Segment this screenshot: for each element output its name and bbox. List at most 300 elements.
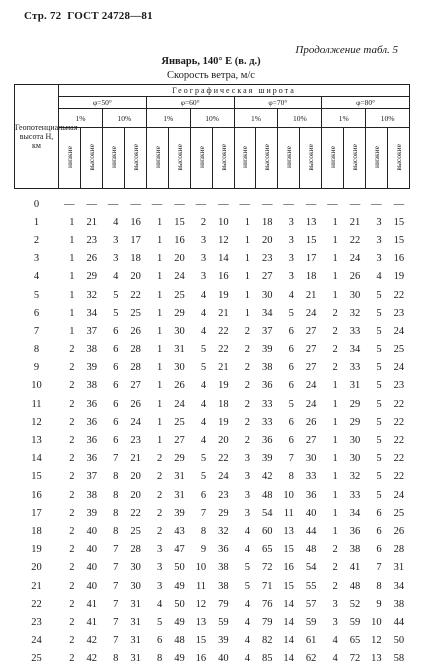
value-high-cell: 44 <box>393 616 405 628</box>
value-low-cell: 2 <box>200 216 207 228</box>
value-low-cell: 6 <box>113 344 119 356</box>
value-high-cell: 31 <box>174 344 185 356</box>
value-low-cell: 4 <box>200 325 207 337</box>
value-high-cell: 34 <box>349 507 361 519</box>
value-low-cell: — <box>239 198 250 210</box>
latitude-header: φ=50° <box>59 97 147 109</box>
value-high-cell: 36 <box>86 416 97 428</box>
value-low-cell: 2 <box>69 635 75 647</box>
value-high-cell: — <box>174 198 185 210</box>
orient-high-header <box>168 128 190 189</box>
orient-low-header <box>102 128 124 189</box>
value-low-cell: 14 <box>283 598 294 610</box>
value-high-cell: 31 <box>130 598 141 610</box>
latitude-header: φ=70° <box>234 97 322 109</box>
value-high-cell: 29 <box>174 453 185 465</box>
table-row <box>15 359 410 377</box>
value-high-cell: 24 <box>305 307 317 319</box>
table-continuation-note: Продолжение табл. 5 <box>295 44 398 56</box>
value-high-cell: 20 <box>130 489 141 501</box>
value-low-cell: 3 <box>200 234 207 246</box>
value-high-cell: 50 <box>393 635 405 647</box>
value-high-cell: 34 <box>86 307 97 319</box>
value-high-cell: — <box>86 198 97 210</box>
value-high-cell: 32 <box>349 471 361 483</box>
value-low-cell: 5 <box>376 307 382 319</box>
height-cell: 21 <box>31 580 42 592</box>
value-low-cell: 2 <box>156 507 163 519</box>
value-low-cell: 6 <box>376 525 382 537</box>
value-low-cell: 13 <box>283 525 294 537</box>
value-high-cell: 24 <box>393 489 405 501</box>
value-low-cell: 4 <box>200 289 207 301</box>
value-low-cell: 2 <box>244 416 250 428</box>
value-low-cell: 3 <box>244 507 250 519</box>
table-row <box>15 632 410 650</box>
value-high-cell: 33 <box>261 416 273 428</box>
page-number: Стр. 72 <box>24 10 62 22</box>
value-high-cell: — <box>305 198 317 210</box>
value-low-cell: 1 <box>332 489 338 501</box>
value-high-cell: 36 <box>261 435 273 447</box>
table-row <box>15 213 410 231</box>
height-cell: 4 <box>33 271 40 283</box>
value-high-cell: 20 <box>130 271 141 283</box>
value-high-cell: 25 <box>393 507 405 519</box>
value-low-cell: 2 <box>69 362 75 374</box>
value-low-cell: 16 <box>283 562 294 574</box>
value-high-cell: 25 <box>130 307 141 319</box>
value-low-cell: — <box>283 198 294 210</box>
value-low-cell: — <box>151 198 163 210</box>
value-high-cell: 31 <box>130 653 141 665</box>
value-low-cell: 2 <box>332 307 338 319</box>
value-low-cell: 13 <box>371 653 382 665</box>
value-high-cell: 30 <box>349 435 361 447</box>
value-high-cell: 26 <box>349 271 361 283</box>
height-cell: 11 <box>31 398 42 410</box>
value-high-cell: 32 <box>218 525 229 537</box>
value-high-cell: 29 <box>86 271 97 283</box>
value-low-cell: 4 <box>200 380 207 392</box>
value-low-cell: 14 <box>283 653 294 665</box>
value-low-cell: 2 <box>69 435 75 447</box>
value-low-cell: 2 <box>69 416 75 428</box>
value-low-cell: 6 <box>113 416 119 428</box>
value-low-cell: 3 <box>288 216 294 228</box>
value-high-cell: 65 <box>349 635 361 647</box>
value-high-cell: 30 <box>349 289 361 301</box>
value-high-cell: 15 <box>174 216 185 228</box>
value-high-cell: 30 <box>305 453 317 465</box>
value-high-cell: 23 <box>393 380 405 392</box>
table-row <box>15 559 410 577</box>
height-cell: 17 <box>31 507 42 519</box>
height-cell: 22 <box>31 598 42 610</box>
value-high-cell: 39 <box>86 507 97 519</box>
value-high-cell: 44 <box>305 525 317 537</box>
value-high-cell: 31 <box>174 471 185 483</box>
value-high-cell: 22 <box>393 471 405 483</box>
orient-low-header <box>59 128 81 189</box>
value-high-cell: 24 <box>130 416 141 428</box>
value-high-cell: 38 <box>261 362 273 374</box>
value-high-cell: 40 <box>305 507 317 519</box>
height-column-header: Геопотенциальная высота H, км <box>15 85 59 189</box>
value-low-cell: 4 <box>376 271 382 283</box>
value-high-cell: 33 <box>261 398 273 410</box>
value-low-cell: 3 <box>376 234 382 246</box>
value-high-cell: 36 <box>261 380 273 392</box>
value-low-cell: 7 <box>376 562 382 574</box>
orient-high-header <box>124 128 146 189</box>
value-low-cell: 5 <box>288 307 294 319</box>
value-high-cell: 23 <box>393 307 405 319</box>
value-high-cell: 36 <box>86 398 97 410</box>
value-low-cell: 3 <box>200 271 207 283</box>
value-high-cell: 38 <box>86 344 97 356</box>
value-high-cell: 20 <box>261 234 273 246</box>
value-high-cell: 27 <box>305 325 317 337</box>
value-low-cell: 8 <box>113 525 119 537</box>
value-high-cell: 21 <box>86 216 97 228</box>
table-row <box>15 377 410 395</box>
value-high-cell: 38 <box>393 598 405 610</box>
percent-header: 1% <box>322 109 366 128</box>
value-high-cell: 29 <box>349 416 361 428</box>
value-high-cell: 60 <box>261 525 273 537</box>
value-high-cell: 28 <box>130 362 141 374</box>
value-high-cell: 33 <box>349 325 361 337</box>
value-low-cell: 12 <box>195 598 207 610</box>
value-low-cell: 8 <box>200 525 207 537</box>
value-high-cell: 19 <box>218 289 229 301</box>
orient-high-header <box>256 128 278 189</box>
value-high-cell: 36 <box>86 435 97 447</box>
table-row <box>15 650 410 668</box>
value-low-cell: 3 <box>113 253 119 265</box>
percent-header: 10% <box>278 109 322 128</box>
table-row <box>15 195 410 213</box>
value-low-cell: 2 <box>156 453 163 465</box>
value-high-cell: 79 <box>261 616 273 628</box>
value-low-cell: 6 <box>288 362 294 374</box>
value-low-cell: 1 <box>156 253 163 265</box>
value-high-cell: 39 <box>218 635 229 647</box>
value-low-cell: 6 <box>113 325 119 337</box>
table-row <box>15 250 410 268</box>
value-high-cell: 33 <box>349 489 361 501</box>
value-low-cell: 14 <box>283 616 294 628</box>
value-high-cell: 25 <box>174 289 185 301</box>
value-low-cell: 2 <box>69 344 75 356</box>
value-low-cell: 5 <box>113 307 119 319</box>
orient-low-header <box>322 128 344 189</box>
value-high-cell: 41 <box>86 616 97 628</box>
orient-label: высокие <box>306 143 316 171</box>
value-low-cell: 2 <box>69 616 75 628</box>
value-low-cell: 5 <box>376 398 382 410</box>
orient-low-header <box>190 128 212 189</box>
value-high-cell: 27 <box>174 435 185 447</box>
value-high-cell: 36 <box>218 544 229 556</box>
value-high-cell: 34 <box>261 307 273 319</box>
value-low-cell: 2 <box>332 362 338 374</box>
value-low-cell: 1 <box>332 253 338 265</box>
height-cell: 19 <box>31 544 42 556</box>
value-high-cell: 65 <box>261 544 273 556</box>
value-low-cell: 2 <box>244 435 250 447</box>
orient-high-header <box>388 128 410 189</box>
value-high-cell: 27 <box>305 344 317 356</box>
value-high-cell: 24 <box>305 398 317 410</box>
value-low-cell: 7 <box>113 453 119 465</box>
value-low-cell: 8 <box>113 507 119 519</box>
value-low-cell: 7 <box>113 616 119 628</box>
value-low-cell: 3 <box>113 234 119 246</box>
value-high-cell: 24 <box>349 253 361 265</box>
orient-label: высокие <box>394 143 404 171</box>
value-high-cell: 36 <box>305 489 317 501</box>
value-high-cell: 72 <box>349 653 361 665</box>
table-row <box>15 341 410 359</box>
height-cell: 10 <box>31 380 42 392</box>
value-low-cell: 4 <box>332 635 338 647</box>
value-high-cell: — <box>393 198 405 210</box>
value-high-cell: 39 <box>261 344 273 356</box>
value-high-cell: 16 <box>174 234 185 246</box>
value-low-cell: 2 <box>69 453 75 465</box>
value-low-cell: 1 <box>156 380 163 392</box>
value-high-cell: 20 <box>130 471 141 483</box>
orient-label: низкие <box>64 146 74 168</box>
value-low-cell: 2 <box>69 653 75 665</box>
value-high-cell: 31 <box>174 489 185 501</box>
orient-label: высокие <box>130 143 140 171</box>
value-low-cell: 5 <box>376 416 382 428</box>
value-low-cell: 4 <box>332 653 338 665</box>
table-row <box>15 522 410 540</box>
value-low-cell: 6 <box>376 544 382 556</box>
value-low-cell: 6 <box>288 344 294 356</box>
value-high-cell: 22 <box>218 453 229 465</box>
value-low-cell: 5 <box>376 489 382 501</box>
value-low-cell: 4 <box>244 616 250 628</box>
value-low-cell: 15 <box>283 544 294 556</box>
height-cell: 24 <box>31 635 42 647</box>
value-low-cell: 8 <box>288 471 294 483</box>
value-low-cell: 1 <box>156 307 163 319</box>
value-high-cell: 50 <box>174 562 185 574</box>
value-low-cell: 7 <box>113 580 119 592</box>
value-high-cell: 36 <box>86 453 97 465</box>
value-low-cell: 1 <box>332 216 338 228</box>
value-high-cell: 16 <box>130 216 141 228</box>
orient-label: низкие <box>372 146 382 168</box>
orient-label: высокие <box>218 143 228 171</box>
value-low-cell: 6 <box>200 489 207 501</box>
value-high-cell: 40 <box>86 544 97 556</box>
value-low-cell: — <box>107 198 119 210</box>
value-low-cell: 1 <box>156 416 163 428</box>
value-low-cell: 2 <box>69 598 75 610</box>
value-low-cell: 2 <box>69 380 75 392</box>
value-low-cell: 8 <box>113 489 119 501</box>
value-low-cell: 3 <box>288 253 294 265</box>
value-high-cell: 22 <box>393 453 405 465</box>
value-low-cell: 3 <box>244 489 250 501</box>
value-high-cell: 23 <box>261 253 273 265</box>
value-low-cell: 4 <box>244 544 250 556</box>
value-high-cell: 48 <box>261 489 273 501</box>
value-high-cell: 54 <box>261 507 273 519</box>
value-high-cell: 24 <box>393 362 405 374</box>
value-low-cell: 12 <box>371 635 382 647</box>
value-high-cell: 26 <box>393 525 405 537</box>
table-row <box>15 286 410 304</box>
value-low-cell: — <box>327 198 338 210</box>
percent-header: 10% <box>190 109 234 128</box>
value-low-cell: 1 <box>332 271 338 283</box>
value-low-cell: 3 <box>200 253 207 265</box>
value-high-cell: 28 <box>130 344 141 356</box>
percent-header: 10% <box>366 109 410 128</box>
orient-high-header <box>344 128 366 189</box>
value-low-cell: 2 <box>244 362 250 374</box>
value-high-cell: — <box>218 198 229 210</box>
value-low-cell: 4 <box>200 307 207 319</box>
value-low-cell: 1 <box>156 398 163 410</box>
value-high-cell: 22 <box>130 507 141 519</box>
value-high-cell: 41 <box>86 598 97 610</box>
value-high-cell: 33 <box>305 471 317 483</box>
standard-code: ГОСТ 24728—81 <box>67 10 153 22</box>
height-cell: 20 <box>31 562 42 574</box>
value-low-cell: 5 <box>376 289 382 301</box>
height-cell: 9 <box>33 362 40 374</box>
orient-high-header <box>80 128 102 189</box>
table-row <box>15 541 410 559</box>
value-high-cell: 21 <box>218 307 229 319</box>
value-high-cell: 40 <box>86 580 97 592</box>
value-low-cell: 13 <box>195 616 207 628</box>
value-high-cell: 24 <box>305 380 317 392</box>
value-low-cell: 5 <box>200 344 207 356</box>
value-low-cell: 1 <box>332 380 338 392</box>
height-cell: 18 <box>31 525 42 537</box>
value-high-cell: 27 <box>130 380 141 392</box>
value-high-cell: 59 <box>305 616 317 628</box>
value-high-cell: 24 <box>174 271 185 283</box>
value-low-cell: 5 <box>244 580 250 592</box>
value-low-cell: 1 <box>244 271 250 283</box>
value-low-cell: 4 <box>200 416 207 428</box>
orient-high-header <box>300 128 322 189</box>
table-row <box>15 413 410 431</box>
value-high-cell: 20 <box>218 435 229 447</box>
value-low-cell: 2 <box>244 344 250 356</box>
value-high-cell: 22 <box>393 289 405 301</box>
value-low-cell: 3 <box>332 616 338 628</box>
value-low-cell: — <box>195 198 207 210</box>
height-cell: 6 <box>33 307 40 319</box>
value-low-cell: 2 <box>69 580 75 592</box>
height-cell: 25 <box>31 653 42 665</box>
value-low-cell: 1 <box>156 289 163 301</box>
value-high-cell: 25 <box>174 416 185 428</box>
value-low-cell: 1 <box>69 289 75 301</box>
value-high-cell: 26 <box>130 398 141 410</box>
value-low-cell: 4 <box>244 525 250 537</box>
orient-label: низкие <box>196 146 206 168</box>
value-low-cell: 8 <box>113 653 119 665</box>
table-caption: Скорость ветра, м/с <box>167 70 255 81</box>
value-high-cell: 25 <box>393 344 405 356</box>
value-low-cell: 1 <box>156 362 163 374</box>
value-high-cell: 15 <box>393 216 405 228</box>
value-low-cell: 6 <box>113 398 119 410</box>
percent-header: 1% <box>234 109 278 128</box>
value-high-cell: 16 <box>218 271 229 283</box>
percent-header: 1% <box>146 109 190 128</box>
value-low-cell: 4 <box>288 289 294 301</box>
value-low-cell: 6 <box>288 435 294 447</box>
value-high-cell: 18 <box>130 253 141 265</box>
value-low-cell: 2 <box>69 398 75 410</box>
value-high-cell: 59 <box>218 616 229 628</box>
value-low-cell: 6 <box>288 325 294 337</box>
table-row <box>15 395 410 413</box>
value-high-cell: 30 <box>174 325 185 337</box>
value-low-cell: 1 <box>156 234 163 246</box>
value-high-cell: 22 <box>218 344 229 356</box>
value-low-cell: 6 <box>288 416 294 428</box>
value-low-cell: 5 <box>200 471 207 483</box>
value-low-cell: 11 <box>195 580 207 592</box>
value-low-cell: 6 <box>113 380 119 392</box>
value-low-cell: 2 <box>332 544 338 556</box>
value-high-cell: 22 <box>349 234 361 246</box>
orient-label: высокие <box>262 143 272 171</box>
value-low-cell: 1 <box>244 307 250 319</box>
height-cell: 2 <box>33 234 40 246</box>
value-low-cell: 1 <box>69 325 75 337</box>
value-high-cell: 15 <box>393 234 405 246</box>
value-low-cell: 7 <box>113 598 119 610</box>
height-cell: 1 <box>33 216 40 228</box>
value-high-cell: 48 <box>349 580 361 592</box>
value-low-cell: 6 <box>376 507 382 519</box>
value-low-cell: 1 <box>332 525 338 537</box>
value-high-cell: 28 <box>393 544 405 556</box>
height-cell: 5 <box>33 289 40 301</box>
value-high-cell: 49 <box>174 653 185 665</box>
value-high-cell: 17 <box>305 253 317 265</box>
value-high-cell: 21 <box>349 216 361 228</box>
value-low-cell: 2 <box>244 325 250 337</box>
value-high-cell: 82 <box>261 635 273 647</box>
value-high-cell: 43 <box>174 525 185 537</box>
value-low-cell: 3 <box>332 598 338 610</box>
height-cell: 8 <box>33 344 40 356</box>
height-cell: 13 <box>31 435 42 447</box>
value-low-cell: 2 <box>69 544 75 556</box>
table-row <box>15 595 410 613</box>
value-high-cell: 24 <box>218 471 229 483</box>
value-high-cell: 50 <box>174 598 185 610</box>
value-high-cell: 39 <box>174 507 185 519</box>
value-low-cell: 2 <box>156 489 163 501</box>
